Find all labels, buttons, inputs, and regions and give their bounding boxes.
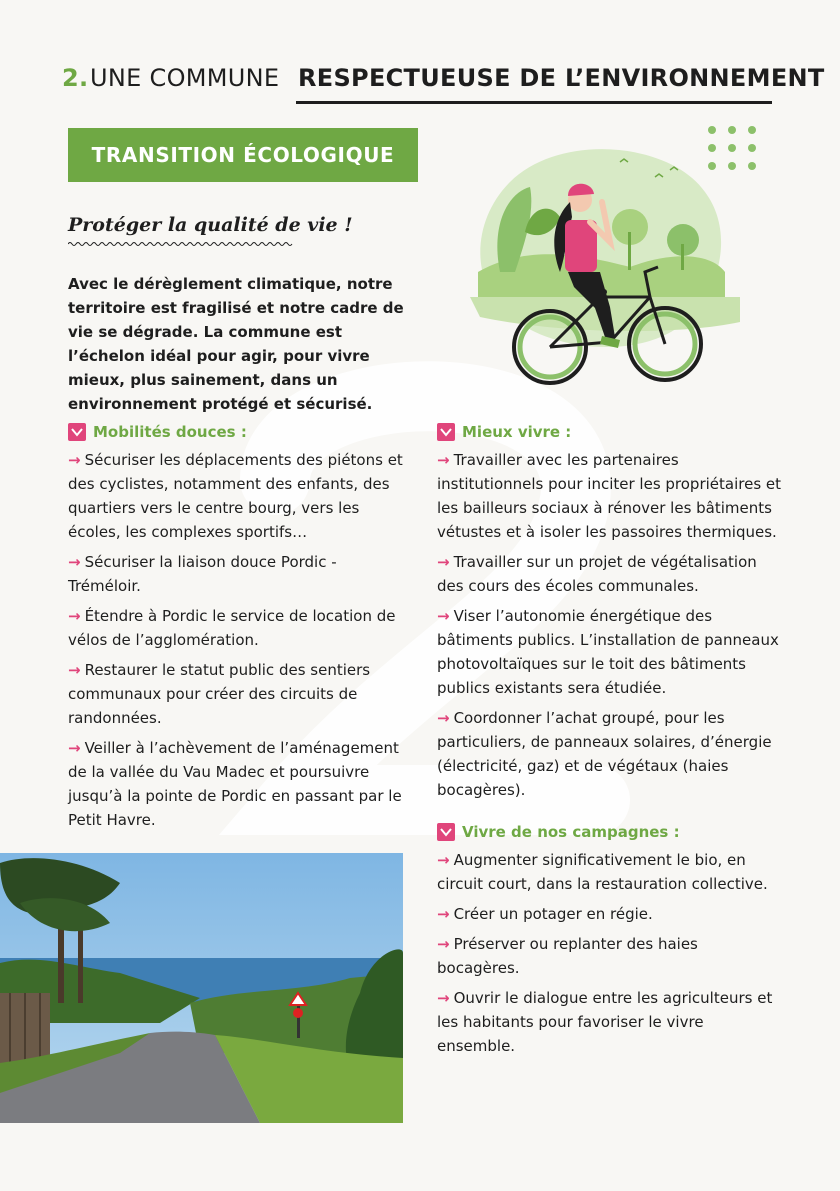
right-arrow-icon: →	[437, 553, 450, 571]
list-item: → Restaurer le statut public des sentiers communaux pour créer des circuits de randonnées.	[68, 661, 371, 727]
right-arrow-icon: →	[437, 989, 450, 1007]
mieux-vivre-title: Mieux vivre :	[462, 423, 572, 441]
theme-banner: TRANSITION ÉCOLOGIQUE	[68, 128, 418, 182]
wavy-underline	[68, 240, 294, 248]
title-underline	[296, 101, 772, 104]
list-item: → Sécuriser les déplacements des piétons et des cyclistes, notamment des enfants, des quartiers vers le centre bourg, vers les écoles, les complexes sportifs…	[68, 451, 403, 541]
right-arrow-icon: →	[437, 607, 450, 625]
mobilites-title: Mobilités douces :	[93, 423, 247, 441]
section-title-plain: UNE COMMUNE	[90, 64, 280, 92]
right-arrow-icon: →	[68, 451, 81, 469]
list-item: → Ouvrir le dialogue entre les agriculteurs et les habitants pour favoriser le vivre ensemble.	[437, 989, 773, 1055]
right-arrow-icon: →	[68, 607, 81, 625]
right-arrow-icon: →	[437, 851, 450, 869]
list-item: → Travailler sur un projet de végétalisation des cours des écoles communales.	[437, 553, 757, 595]
subtitle: Protéger la qualité de vie !	[68, 214, 353, 236]
list-item: → Créer un potager en régie.	[437, 905, 653, 923]
mobilites-section	[68, 420, 408, 838]
right-arrow-icon: →	[437, 451, 450, 469]
mobilites-header	[68, 420, 408, 444]
campagnes-title: Vivre de nos campagnes :	[462, 823, 680, 841]
mieux-vivre-header	[437, 420, 782, 444]
list-item: → Étendre à Pordic le service de location de vélos de l’agglomération.	[68, 607, 396, 649]
list-item: → Sécuriser la liaison douce Pordic - Tréméloir.	[68, 553, 337, 595]
campagnes-header	[437, 820, 782, 844]
list-item: → Veiller à l’achèvement de l’aménagement de la vallée du Vau Madec et poursuivre jusqu’à la pointe de Pordic en passant par le Petit Havre.	[68, 739, 402, 829]
right-arrow-icon: →	[437, 905, 450, 923]
list-item: → Augmenter significativement le bio, en circuit court, dans la restauration collective.	[437, 851, 768, 893]
chevron-check-icon	[68, 423, 86, 441]
list-item: → Travailler avec les partenaires institutionnels pour inciter les propriétaires et les bailleurs sociaux à rénover les bâtiments vétustes et à isoler les passoires thermiques.	[437, 451, 782, 541]
right-column	[437, 420, 782, 1064]
intro-paragraph: Avec le dérèglement climatique, notre territoire est fragilisé et notre cadre de vie se dégrade. La commune est l’échelon idéal pour agir, pour vivre mieux, plus sainement, dans un environnement protégé et sécurisé.	[68, 275, 404, 413]
coastal-path-photo	[0, 853, 403, 1123]
right-arrow-icon: →	[437, 709, 450, 727]
list-item: → Préserver ou replanter des haies bocagères.	[437, 935, 698, 977]
right-arrow-icon: →	[68, 553, 81, 571]
section-number: 2.	[62, 64, 89, 92]
chevron-check-icon	[437, 823, 455, 841]
list-item: → Viser l’autonomie énergétique des bâtiments publics. L’installation de panneaux photovoltaïques sur le toit des bâtiments publics existants sera étudiée.	[437, 607, 779, 697]
right-arrow-icon: →	[437, 935, 450, 953]
cyclist-illustration-icon	[470, 122, 770, 397]
list-item: → Coordonner l’achat groupé, pour les particuliers, de panneaux solaires, d’énergie (électricité, gaz) et de végétaux (haies bocagères).	[437, 709, 772, 799]
right-arrow-icon: →	[68, 661, 81, 679]
section-title-bold: RESPECTUEUSE DE L’ENVIRONNEMENT	[298, 64, 825, 92]
right-arrow-icon: →	[68, 739, 81, 757]
chevron-check-icon	[437, 423, 455, 441]
